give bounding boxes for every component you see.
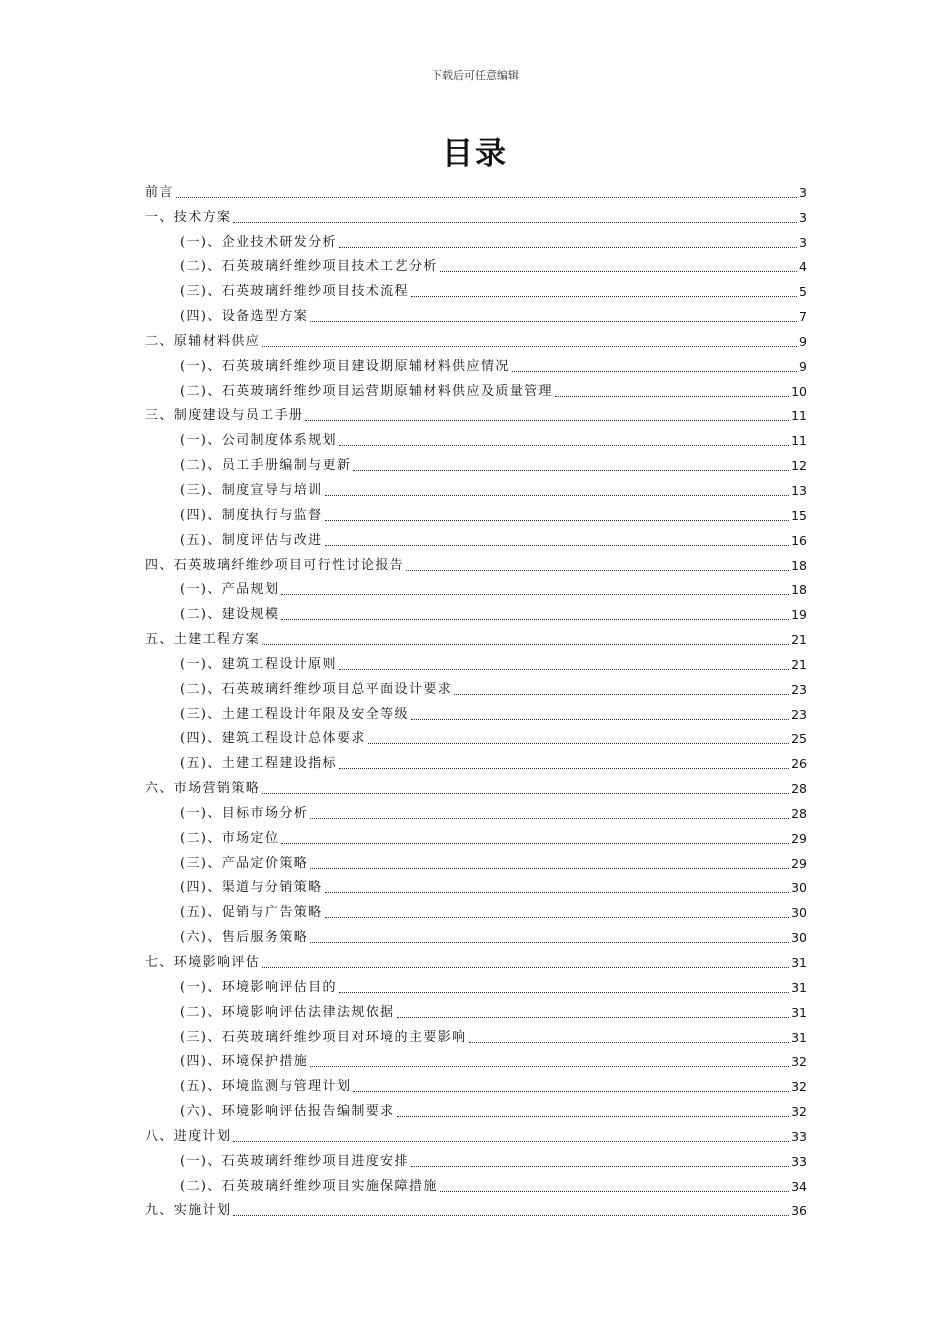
toc-entry-page: 31 [791, 1029, 807, 1045]
toc-entry[interactable] [145, 499, 807, 524]
toc-entry-page: 7 [799, 309, 807, 325]
toc-entry-text: (五)、土建工程建设指标 [180, 756, 337, 772]
toc-entry-page: 30 [791, 880, 807, 896]
toc-entry-page: 33 [791, 1153, 807, 1169]
toc-entry[interactable] [145, 1021, 807, 1046]
toc-entry[interactable] [145, 896, 807, 921]
toc-entry-page: 32 [791, 1054, 807, 1070]
toc-entry-page: 11 [791, 408, 807, 424]
toc-entry[interactable] [145, 1070, 807, 1095]
toc-entry-page: 9 [799, 333, 807, 349]
toc-entry-text: (四)、制度执行与监督 [180, 507, 323, 523]
toc-dot-leader [233, 221, 797, 223]
toc-entry[interactable] [145, 698, 807, 723]
toc-entry-text: 九、实施计划 [145, 1203, 232, 1219]
toc-dot-leader [262, 792, 789, 794]
toc-dot-leader [512, 370, 797, 372]
toc-entry-text: (六)、环境影响评估报告编制要求 [180, 1104, 395, 1120]
toc-entry-page: 29 [791, 830, 807, 846]
toc-entry[interactable] [145, 648, 807, 673]
toc-dot-leader [281, 842, 789, 844]
toc-entry-text: (三)、产品定价策略 [180, 855, 309, 871]
toc-entry[interactable] [145, 673, 807, 698]
toc-entry-text: (一)、石英玻璃纤维纱项目建设期原辅材料供应情况 [180, 358, 510, 374]
toc-entry-text: (二)、员工手册编制与更新 [180, 458, 352, 474]
toc-entry-text: 六、市场营销策略 [145, 781, 261, 797]
toc-entry-page: 11 [791, 433, 807, 449]
toc-entry-page: 33 [791, 1128, 807, 1144]
toc-entry-text: (二)、市场定位 [180, 830, 280, 846]
toc-entry-text: (四)、建筑工程设计总体要求 [180, 731, 366, 747]
toc-entry-page: 18 [791, 582, 807, 598]
toc-dot-leader [454, 693, 789, 695]
toc-entry-text: (五)、环境监测与管理计划 [180, 1079, 352, 1095]
toc-dot-leader [325, 916, 790, 918]
toc-entry-text: (一)、企业技术研发分析 [180, 234, 337, 250]
toc-entry-text: 二、原辅材料供应 [145, 333, 261, 349]
toc-entry-page: 26 [791, 756, 807, 772]
toc-entry-page: 28 [791, 805, 807, 821]
toc-dot-leader [310, 1065, 789, 1067]
toc-dot-leader [411, 295, 797, 297]
toc-entry[interactable] [145, 946, 807, 971]
toc-entry-page: 19 [791, 607, 807, 623]
toc-entry-text: (一)、环境影响评估目的 [180, 979, 337, 995]
toc-entry-page: 32 [791, 1079, 807, 1095]
toc-entry-page: 4 [799, 259, 807, 275]
toc-dot-leader [281, 618, 789, 620]
toc-entry-text: (四)、环境保护措施 [180, 1054, 309, 1070]
toc-entry-text: 五、土建工程方案 [145, 632, 261, 648]
toc-entry-text: 前言 [145, 184, 174, 200]
toc-dot-leader [262, 966, 789, 968]
toc-dot-leader [325, 544, 790, 546]
toc-entry[interactable] [145, 822, 807, 847]
toc-entry-text: (一)、石英玻璃纤维纱项目进度安排 [180, 1153, 409, 1169]
toc-entry-text: (二)、石英玻璃纤维纱项目技术工艺分析 [180, 259, 438, 275]
toc-entry[interactable] [145, 350, 807, 375]
toc-entry-text: 一、技术方案 [145, 209, 232, 225]
toc-dot-leader [310, 320, 797, 322]
toc-entry-text: (一)、目标市场分析 [180, 805, 309, 821]
toc-entry[interactable] [145, 623, 807, 648]
toc-entry[interactable] [145, 449, 807, 474]
toc-dot-leader [305, 419, 789, 421]
toc-entry-page: 3 [799, 234, 807, 250]
header-note: 下载后可任意编辑 [431, 69, 519, 82]
toc-dot-leader [440, 270, 797, 272]
toc-entry-page: 13 [791, 482, 807, 498]
toc-entry-page: 3 [799, 184, 807, 200]
toc-dot-leader [262, 643, 789, 645]
toc-entry-text: (一)、产品规划 [180, 582, 280, 598]
toc-dot-leader [339, 767, 789, 769]
toc-entry[interactable] [145, 1145, 807, 1170]
toc-entry-page: 23 [791, 706, 807, 722]
toc-entry-text: (四)、设备选型方案 [180, 309, 309, 325]
toc-entry[interactable] [145, 971, 807, 996]
toc-entry[interactable] [145, 598, 807, 623]
toc-entry-page: 31 [791, 1004, 807, 1020]
toc-entry-page: 5 [799, 284, 807, 300]
toc-entry[interactable] [145, 723, 807, 748]
toc-entry[interactable] [145, 797, 807, 822]
toc-entry-page: 12 [791, 458, 807, 474]
toc-entry-page: 10 [791, 383, 807, 399]
toc-entry[interactable] [145, 375, 807, 400]
toc-dot-leader [325, 519, 790, 521]
toc-entry-text: 四、石英玻璃纤维纱项目可行性讨论报告 [145, 557, 405, 573]
toc-entry-page: 21 [791, 656, 807, 672]
toc-entry[interactable] [145, 1046, 807, 1071]
toc-entry-text: (一)、建筑工程设计原则 [180, 656, 337, 672]
page-title: 目录 [442, 136, 508, 172]
toc-entry-text: (二)、石英玻璃纤维纱项目实施保障措施 [180, 1178, 438, 1194]
toc-entry[interactable] [145, 1170, 807, 1195]
toc-entry[interactable] [145, 325, 807, 350]
toc-dot-leader [233, 1140, 789, 1142]
toc-entry[interactable] [145, 1120, 807, 1145]
toc-entry-page: 31 [791, 979, 807, 995]
toc-entry-page: 3 [799, 209, 807, 225]
toc-entry[interactable] [145, 772, 807, 797]
toc-entry-text: 八、进度计划 [145, 1128, 232, 1144]
toc-dot-leader [339, 444, 789, 446]
toc-entry-text: (二)、环境影响评估法律法规依据 [180, 1004, 395, 1020]
toc-entry[interactable] [145, 176, 807, 201]
toc-entry[interactable] [145, 251, 807, 276]
toc-dot-leader [368, 742, 789, 744]
toc-dot-leader [411, 1165, 789, 1167]
toc-entry[interactable] [145, 847, 807, 872]
toc-entry[interactable] [145, 226, 807, 251]
toc-entry-page: 29 [791, 855, 807, 871]
toc-entry-text: (三)、制度宣导与培训 [180, 482, 323, 498]
toc-entry[interactable] [145, 474, 807, 499]
toc-entry-page: 25 [791, 731, 807, 747]
toc-entry-page: 28 [791, 781, 807, 797]
toc-entry[interactable] [145, 574, 807, 599]
toc-dot-leader [233, 1214, 789, 1216]
toc-entry-page: 23 [791, 681, 807, 697]
toc-entry-page: 36 [791, 1203, 807, 1219]
toc-dot-leader [310, 817, 789, 819]
toc-dot-leader [411, 718, 789, 720]
toc-dot-leader [176, 196, 797, 198]
toc-entry-page: 15 [791, 507, 807, 523]
toc-dot-leader [262, 345, 797, 347]
toc-entry-text: (六)、售后服务策略 [180, 930, 309, 946]
toc-entry[interactable] [145, 549, 807, 574]
toc-entry-text: (四)、渠道与分销策略 [180, 880, 323, 896]
toc-dot-leader [397, 1115, 790, 1117]
toc-entry[interactable] [145, 1095, 807, 1120]
toc-entry-page: 32 [791, 1104, 807, 1120]
toc-dot-leader [339, 668, 789, 670]
toc-entry[interactable] [145, 747, 807, 772]
toc-entry[interactable] [145, 400, 807, 425]
toc-entry-text: (三)、石英玻璃纤维纱项目对环境的主要影响 [180, 1029, 467, 1045]
toc-entry-page: 16 [791, 532, 807, 548]
toc-entry-page: 34 [791, 1178, 807, 1194]
toc-entry[interactable] [145, 300, 807, 325]
toc-dot-leader [339, 991, 789, 993]
toc-entry[interactable] [145, 872, 807, 897]
toc-entry-page: 18 [791, 557, 807, 573]
toc-dot-leader [281, 593, 789, 595]
toc-dot-leader [440, 1190, 789, 1192]
toc-dot-leader [397, 1016, 790, 1018]
toc-entry[interactable] [145, 275, 807, 300]
toc-entry-text: (三)、石英玻璃纤维纱项目技术流程 [180, 284, 409, 300]
toc-entry-text: (二)、建设规模 [180, 607, 280, 623]
toc-entry-text: (一)、公司制度体系规划 [180, 433, 337, 449]
toc-dot-leader [406, 569, 789, 571]
toc-entry-page: 21 [791, 632, 807, 648]
toc-entry-text: 七、环境影响评估 [145, 955, 261, 970]
toc-entry[interactable] [145, 996, 807, 1021]
toc-dot-leader [325, 494, 790, 496]
toc-entry-text: (二)、石英玻璃纤维纱项目总平面设计要求 [180, 681, 453, 697]
toc-entry[interactable] [145, 424, 807, 449]
toc-dot-leader [555, 395, 789, 397]
toc-dot-leader [353, 469, 789, 471]
toc-entry[interactable] [145, 524, 807, 549]
toc-dot-leader [469, 1041, 790, 1043]
toc-entry-page: 30 [791, 930, 807, 946]
toc-entry-text: 三、制度建设与员工手册 [145, 408, 304, 424]
toc-entry[interactable] [145, 201, 807, 226]
toc-entry-text: (五)、制度评估与改进 [180, 532, 323, 548]
toc-dot-leader [325, 891, 790, 893]
toc-entry[interactable] [145, 1195, 807, 1220]
toc-entry-text: (五)、促销与广告策略 [180, 905, 323, 921]
toc-entry-page: 31 [791, 955, 807, 970]
toc-entry[interactable] [145, 921, 807, 946]
table-of-contents [145, 176, 807, 1219]
toc-entry-text: (二)、石英玻璃纤维纱项目运营期原辅材料供应及质量管理 [180, 383, 553, 399]
toc-dot-leader [339, 246, 797, 248]
toc-entry-page: 30 [791, 905, 807, 921]
toc-entry-page: 9 [799, 358, 807, 374]
toc-entry-text: (三)、土建工程设计年限及安全等级 [180, 706, 409, 722]
toc-dot-leader [310, 867, 789, 869]
toc-dot-leader [310, 941, 789, 943]
toc-dot-leader [353, 1090, 789, 1092]
